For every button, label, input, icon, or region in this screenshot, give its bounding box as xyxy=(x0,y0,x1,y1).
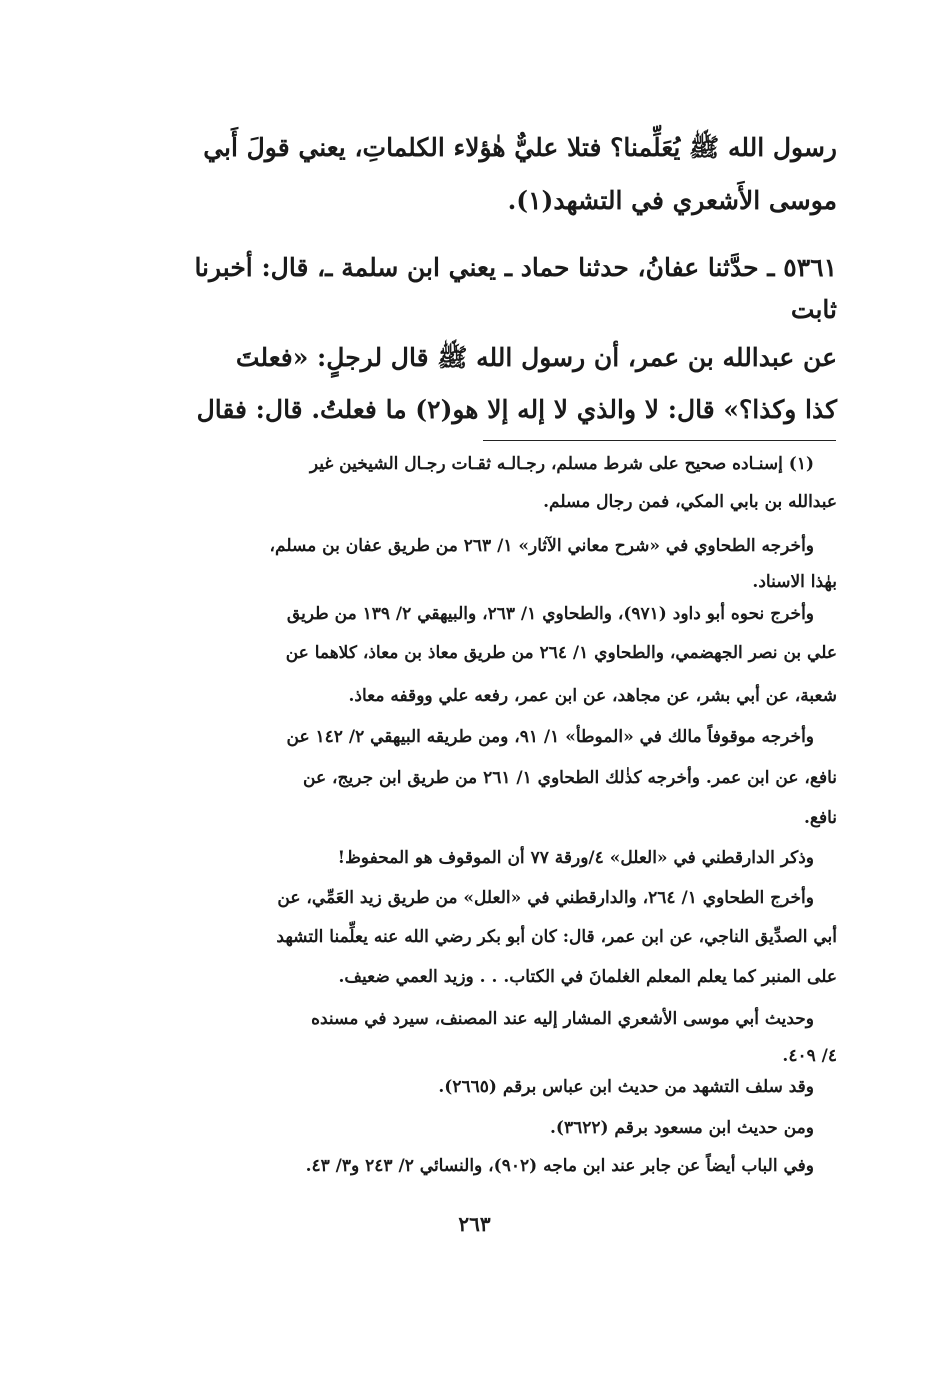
footnote-line: (١) إسنـاده صحيح على شرط مسلم، رجـالـه ثقـات رجـال الشيخين غير xyxy=(309,454,814,474)
footnote-line: وفي الباب أيضاً عن جابر عند ابن ماجه (٩٠٢)، والنسائي ٢/ ٢٤٣ و٣/ ٤٣. xyxy=(305,1156,814,1176)
footnote-line: بهٰذا الاسناد. xyxy=(752,572,837,592)
footnote-line: شعبة، عن أبي بشر، عن مجاهد، عن ابن عمر، رفعه علي ووقفه معاذ. xyxy=(348,686,837,706)
footnote-line: على المنبر كما يعلم المعلم الغلمانَ في الكتاب. . . وزيد العمي ضعيف. xyxy=(338,967,837,987)
main-text-line: كذا وكذا؟» قال: لا والذي لا إله إلا هو(٢) ما فعلتُ. قال: فقال xyxy=(196,395,837,424)
footnote-line: وأخرجه موقوفاً مالك في «الموطأ» ١/ ٩١، ومن طريقه البيهقي ٢/ ١٤٢ عن xyxy=(286,727,814,747)
footnote-line: عبدالله بن بابي المكي، فمن رجال مسلم. xyxy=(543,492,837,512)
footnote-separator xyxy=(483,440,836,441)
main-text-line: رسول الله ﷺ يُعَلِّمنا؟ فتلا عليٌّ هٰؤلاء الكلماتِ، يعني قولَ أَبي xyxy=(203,133,837,162)
main-text-line: موسى الأَشعري في التشهد(١). xyxy=(507,186,837,215)
main-text-line: ثابت xyxy=(790,295,837,324)
footnote-line: وأخرج نحوه أبو داود (٩٧١)، والطحاوي ١/ ٢٦٣، والبيهقي ٢/ ١٣٩ من طريق xyxy=(286,604,814,624)
footnote-line: وأخرجه الطحاوي في «شرح معاني الآثار» ١/ ٢٦٣ من طريق عفان بن مسلم، xyxy=(269,536,814,556)
footnote-line: وحديث أبي موسى الأشعري المشار إليه عند المصنف، سيرد في مسنده xyxy=(311,1009,814,1029)
footnote-line: نافع، عن ابن عمر. وأخرجه كذٰلك الطحاوي ١/ ٢٦١ من طريق ابن جريج، عن xyxy=(303,768,837,788)
footnote-line: وأخرج الطحاوي ١/ ٢٦٤، والدارقطني في «العلل» من طريق زيد العَمِّي، عن xyxy=(277,888,814,908)
page-number: ٢٦٣ xyxy=(458,1212,491,1236)
main-text-line: ٥٣٦١ ـ حدَّثنا عفانُ، حدثنا حماد ـ يعني ابن سلمة ـ، قال: أخبرنا xyxy=(194,253,837,282)
footnote-line: نافع. xyxy=(803,808,837,828)
footnote-line: ٤/ ٤٠٩. xyxy=(782,1046,837,1066)
main-text-line: عن عبدالله بن عمر، أن رسول الله ﷺ قال لرجلٍ: «فعلتَ xyxy=(235,343,837,372)
footnote-line: ومن حديث ابن مسعود برقم (٣٦٢٢). xyxy=(549,1118,814,1138)
footnote-line: علي بن نصر الجهضمي، والطحاوي ١/ ٢٦٤ من طريق معاذ بن معاذ، كلاهما عن xyxy=(285,643,837,663)
footnote-line: وذكر الدارقطني في «العلل» ٤/ورقة ٧٧ أن الموقوف هو المحفوظ! xyxy=(337,848,814,868)
footnote-line: وقد سلف التشهد من حديث ابن عباس برقم (٢٦٦٥). xyxy=(438,1077,814,1097)
footnote-line: أبي الصدِّيق الناجي، عن ابن عمر، قال: كان أبو بكر رضي الله عنه يعلِّمنا التشهد xyxy=(276,927,837,947)
